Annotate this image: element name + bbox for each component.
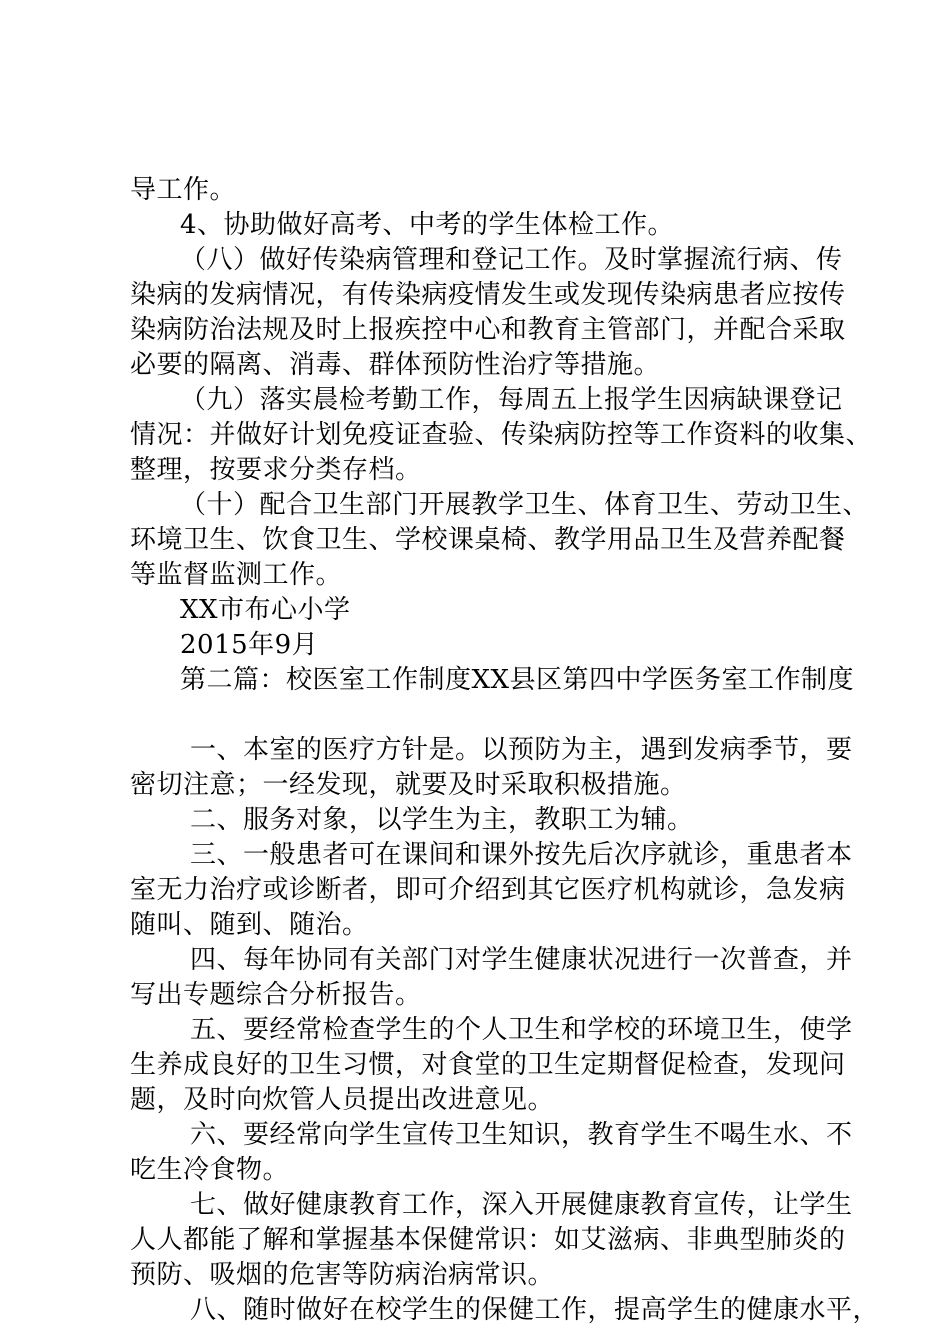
text-line: 八、随时做好在校学生的保健工作，提高学生的健康水平， [190,1295,880,1325]
text-line: 染病的发病情况，有传染病疫情发生或发现传染病患者应按传 [130,280,846,310]
text-line: 写出专题综合分析报告。 [130,980,422,1010]
text-line: 必要的隔离、消毒、群体预防性治疗等措施。 [130,350,661,380]
text-line: 等监督监测工作。 [130,560,343,590]
text-line: 人人都能了解和掌握基本保健常识：如艾滋病、非典型肺炎的 [130,1225,846,1255]
text-line: 染病防治法规及时上报疾控中心和教育主管部门，并配合采取 [130,315,846,345]
text-line: 二、服务对象，以学生为主，教职工为辅。 [190,805,694,835]
text-line: 六、要经常向学生宣传卫生知识，教育学生不喝生水、不 [190,1120,853,1150]
text-line: 预防、吸烟的危害等防病治病常识。 [130,1260,555,1290]
text-line: 三、一般患者可在课间和课外按先后次序就诊，重患者本 [190,840,853,870]
text-line: 一、本室的医疗方针是。以预防为主，遇到发病季节，要 [190,735,853,765]
text-line: 情况：并做好计划免疫证查验、传染病防控等工作资料的收集、 [130,420,873,450]
text-line: 四、每年协同有关部门对学生健康状况进行一次普查，并 [190,945,853,975]
text-line: 环境卫生、饮食卫生、学校课桌椅、教学用品卫生及营养配餐 [130,525,846,555]
text-line: （九）落实晨检考勤工作，每周五上报学生因病缺课登记 [180,385,843,415]
text-line: 整理，按要求分类存档。 [130,455,422,485]
text-line: （十）配合卫生部门开展教学卫生、体育卫生、劳动卫生、 [180,490,870,520]
text-line: 随叫、随到、随治。 [130,910,369,940]
text-line: （八）做好传染病管理和登记工作。及时掌握流行病、传 [180,245,843,275]
section-title: 第二篇：校医室工作制度XX县区第四中学医务室工作制度 [180,665,855,695]
text-line: 五、要经常检查学生的个人卫生和学校的环境卫生，使学 [190,1015,853,1045]
text-line: 题，及时向炊管人员提出改进意见。 [130,1085,555,1115]
text-line: 生养成良好的卫生习惯，对食堂的卫生定期督促检查，发现问 [130,1050,846,1080]
signature-school: XX市布心小学 [180,595,351,625]
text-line: 室无力治疗或诊断者，即可介绍到其它医疗机构就诊，急发病 [130,875,846,905]
text-line: 密切注意；一经发现，就要及时采取积极措施。 [130,770,687,800]
text-line: 七、做好健康教育工作，深入开展健康教育宣传，让学生 [190,1190,853,1220]
text-line: 导工作。 [130,175,237,205]
signature-date: 2015年9月 [180,630,319,660]
text-line: 4、协助做好高考、中考的学生体检工作。 [180,210,675,240]
text-line: 吃生冷食物。 [130,1155,290,1185]
